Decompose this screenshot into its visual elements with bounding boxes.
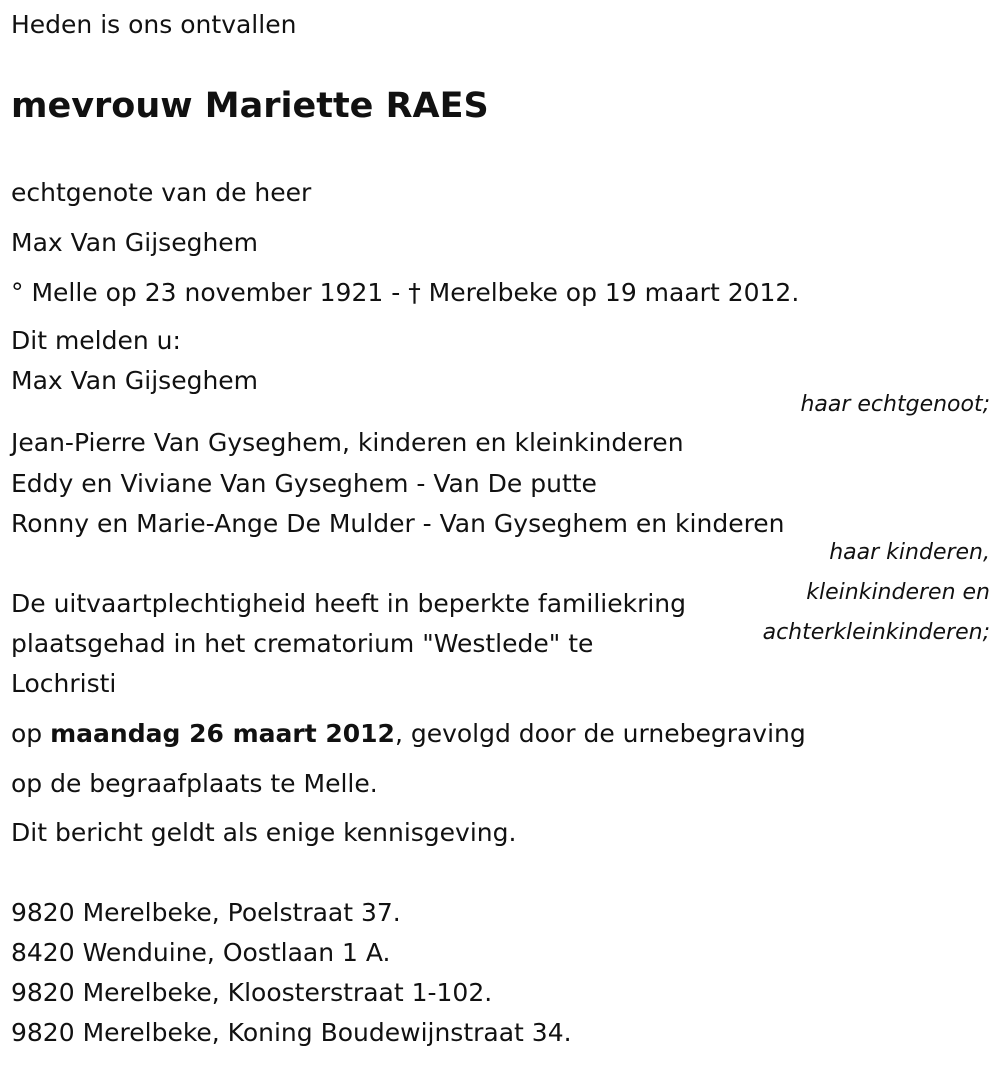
death-symbol: † xyxy=(408,278,421,307)
address-2: 8420 Wenduine, Oostlaan 1 A. xyxy=(11,938,391,967)
burial-line: op de begraafplaats te Melle. xyxy=(11,769,378,798)
mourner-child-3: Ronny en Marie-Ange De Mulder - Van Gyseghem en kinderen xyxy=(11,509,785,538)
children-role-line-3: achterkleinkinderen; xyxy=(762,620,990,645)
address-3: 9820 Merelbeke, Kloosterstraat 1-102. xyxy=(11,978,493,1007)
spouse-name: Max Van Gijseghem xyxy=(11,228,259,257)
ceremony-line-1: De uitvaartplechtigheid heeft in beperkte familiekring xyxy=(11,589,687,618)
children-role-line-1: haar kinderen, xyxy=(829,540,990,565)
spouse-intro: echtgenote van de heer xyxy=(11,178,312,207)
birth-death-line xyxy=(11,278,799,308)
mourners-intro: Dit melden u: xyxy=(11,326,181,355)
children-role-line-2: kleinkinderen en xyxy=(806,580,990,605)
birth-symbol: ° xyxy=(11,278,24,307)
mourner-spouse: Max Van Gijseghem xyxy=(11,366,259,395)
birth-text: Melle op 23 november 1921 - xyxy=(31,278,401,307)
notice-line: Dit bericht geldt als enige kennisgeving. xyxy=(11,818,517,847)
children-role xyxy=(763,533,990,653)
mourner-child-1: Jean-Pierre Van Gyseghem, kinderen en kleinkinderen xyxy=(11,428,684,457)
date-prefix: op xyxy=(11,719,43,748)
deceased-name: mevrouw Mariette RAES xyxy=(11,86,489,126)
ceremony-line-2: plaatsgehad in het crematorium "Westlede" te xyxy=(11,629,594,658)
ceremony-line-3: Lochristi xyxy=(11,669,117,698)
mourner-child-2: Eddy en Viviane Van Gyseghem - Van De putte xyxy=(11,469,597,498)
address-1: 9820 Merelbeke, Poelstraat 37. xyxy=(11,898,401,927)
ceremony-date: maandag 26 maart 2012 xyxy=(50,719,395,748)
spouse-role: haar echtgenoot; xyxy=(800,392,990,417)
ceremony-date-line xyxy=(11,719,806,749)
date-suffix: , gevolgd door de urnebegraving xyxy=(394,719,806,748)
address-4: 9820 Merelbeke, Koning Boudewijnstraat 34. xyxy=(11,1018,572,1047)
death-text: Merelbeke op 19 maart 2012. xyxy=(428,278,800,307)
intro-text: Heden is ons ontvallen xyxy=(11,10,297,39)
